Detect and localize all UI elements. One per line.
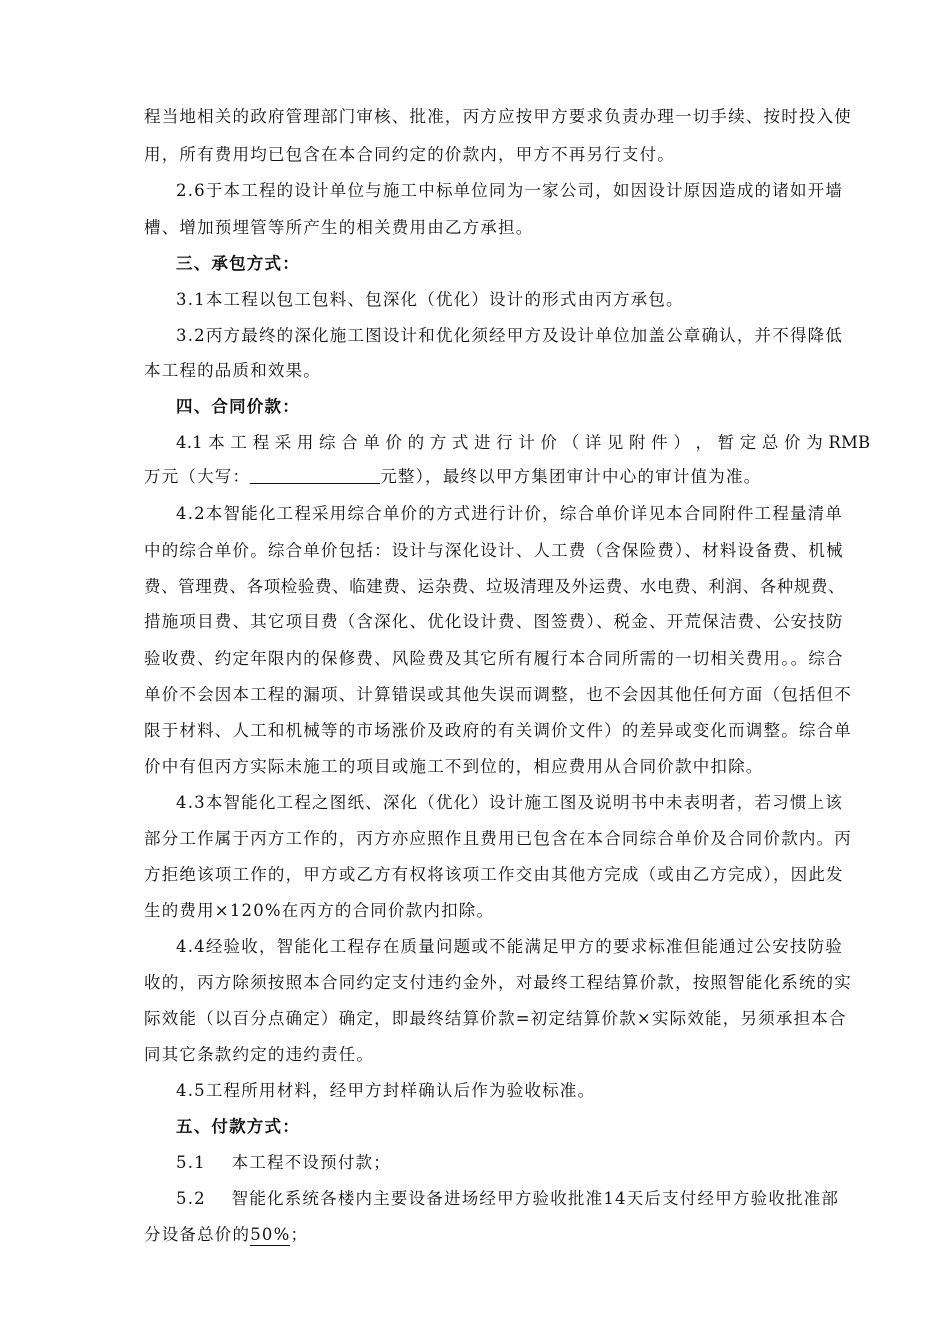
paragraph-4-3-line-3: 方拒绝该项工作的，甲方或乙方有权将该项工作交由其他方完成（或由乙方完成），因此发 [144,865,844,884]
paragraph-4-4-line-2: 收的，丙方除须按照本合同约定支付违约金外，对最终工程结算价款，按照智能化系统的实 [144,973,852,992]
paragraph-5-2-line-2 [144,1220,834,1250]
paragraph-3-2-line-1: 3.2丙方最终的深化施工图设计和优化须经甲方及设计单位加盖公章确认，并不得降低 [176,326,844,345]
paragraph-4-2-line-4: 措施项目费、其它项目费（含深化、优化设计费、图签费）、税金、开荒保洁费、公安技防 [144,612,844,631]
amount-in-words-blank [250,465,380,484]
paragraph-2-5-line-2: 用，所有费用均已包含在本合同约定的价款内，甲方不再另行支付。 [144,145,675,164]
paragraph-2-6-line-1: 2.6于本工程的设计单位与施工中标单位同为一家公司，如因设计原因造成的诸如开墙 [176,181,844,200]
paragraph-4-2-line-8: 价中有但丙方实际未施工的项目或施工不到位的，相应费用从合同价款中扣除。 [144,757,764,776]
paragraph-2-6-line-2: 槽、增加预埋管等所产生的相关费用由乙方承担。 [144,218,534,237]
paragraph-4-2-line-5: 验收费、约定年限内的保修费、风险费及其它所有履行本合同所需的一切相关费用。。综合 [144,649,844,668]
paragraph-4-2-line-1: 4.2本智能化工程采用综合单价的方式进行计价，综合单价详见本合同附件工程量清单 [176,504,844,523]
paragraph-4-2-line-7: 限于材料、人工和机械等的市场涨价及政府的有关调价文件）的差异或变化而调整。综合单 [144,721,852,740]
section-5-heading: 五、付款方式： [176,1117,300,1136]
paragraph-5-1: 5.1 本工程不设预付款； [176,1153,391,1172]
paragraph-4-1-line-2 [144,462,834,492]
paragraph-5-2-line-1: 5.2 智能化系统各楼内主要设备进场经甲方验收批准14天后支付经甲方验收批准部 [176,1189,840,1208]
paragraph-4-3-line-2: 部分工作属于丙方工作的，丙方亦应照作且费用已包含在本合同综合单价及合同价款内。丙 [144,829,852,848]
price-suffix: 元整），最终以甲方集团审计中心的审计值为准。 [380,467,762,486]
section-4-heading: 四、合同价款： [176,397,300,416]
paragraph-4-2-line-6: 单价不会因本工程的漏项、计算错误或其他失误而调整，也不会因其他任何方面（包括但不 [144,685,852,704]
paragraph-3-1: 3.1本工程以包工包料、包深化（优化）设计的形式由丙方承包。 [176,290,684,309]
price-prefix: 万元（大写： [144,467,251,486]
paragraph-3-2-line-2: 本工程的品质和效果。 [144,361,321,380]
paragraph-4-4-line-3: 际效能（以百分点确定）确定，即最终结算价款=初定结算价款×实际效能，另须承担本合 [144,1009,847,1028]
paragraph-2-5-line-1: 程当地相关的政府管理部门审核、批准，丙方应按甲方要求负责办理一切手续、按时投入使 [144,107,852,126]
section-3-heading: 三、承包方式： [176,254,300,273]
paragraph-4-4-line-4: 同其它条款约定的违约责任。 [144,1045,375,1064]
paragraph-4-3-line-4: 生的费用×120%在丙方的合同价款内扣除。 [144,901,495,920]
payment-text: 分设备总价的 [144,1225,251,1244]
paragraph-4-2-line-3: 费、管理费、各项检验费、临建费、运杂费、垃圾清理及外运费、水电费、利润、各种规费、 [144,577,846,596]
paragraph-4-4-line-1: 4.4经验收，智能化工程存在质量问题或不能满足甲方的要求标准但能通过公安技防验 [176,937,844,956]
paragraph-4-2-line-2: 中的综合单价。综合单价包括：设计与深化设计、人工费（含保险费）、材料设备费、机械 [144,541,844,560]
paragraph-4-3-line-1: 4.3本智能化工程之图纸、深化（优化）设计施工图及说明书中未表明者，若习惯上该 [176,793,844,812]
payment-percentage: 50% [250,1225,291,1244]
paragraph-4-5: 4.5工程所用材料，经甲方封样确认后作为验收标准。 [176,1081,596,1100]
paragraph-4-1-line-1: 4.1 本 工 程 采 用 综 合 单 价 的 方 式 进 行 计 价 （ 详 见 附 件 ） ， 暂 定 总 价 为 RMB [176,433,871,452]
payment-suffix: ； [290,1225,309,1244]
